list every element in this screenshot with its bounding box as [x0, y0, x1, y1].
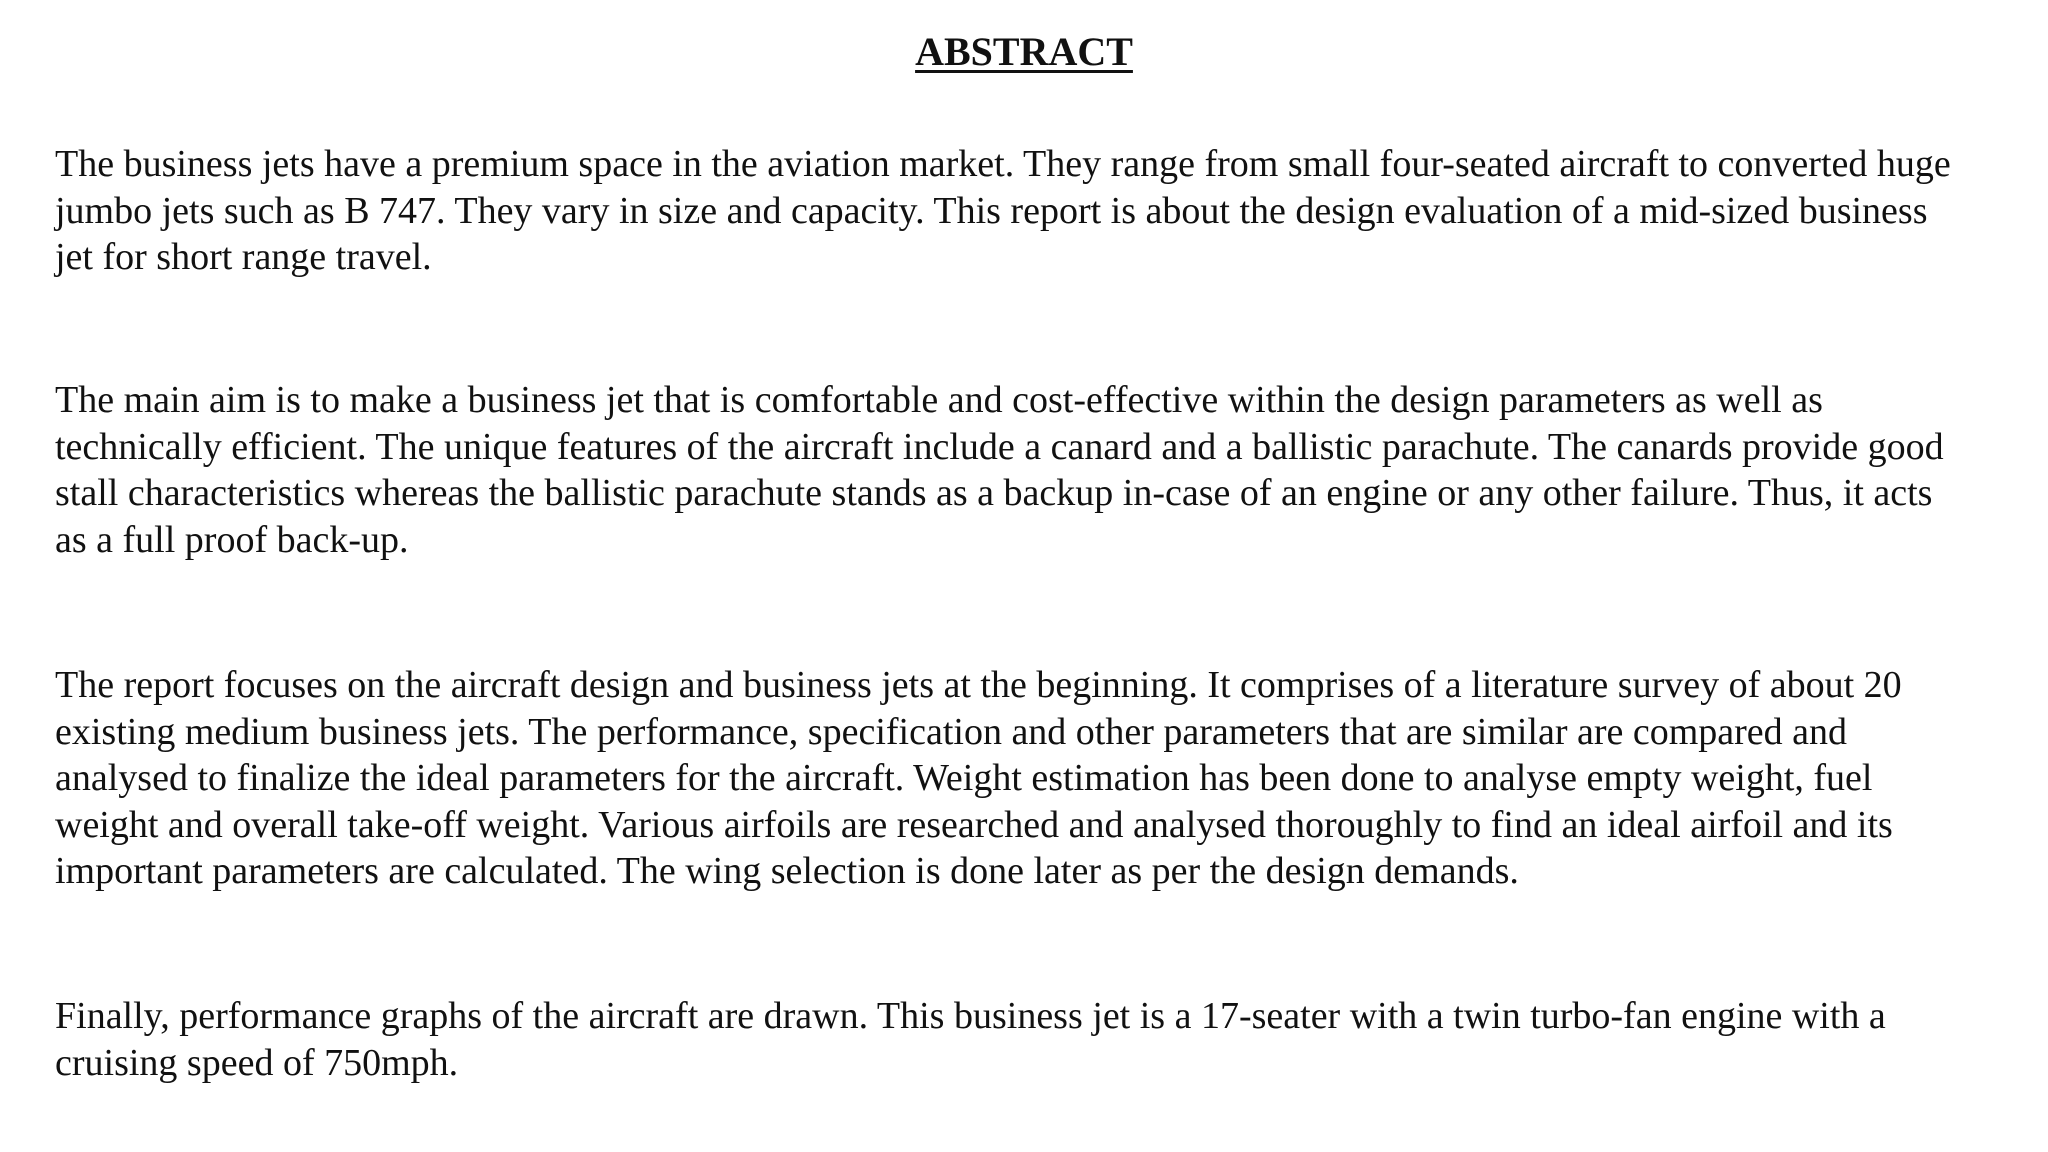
abstract-paragraph-2: [55, 377, 2015, 563]
abstract-paragraph-1: [55, 141, 2015, 281]
paragraph-line: important parameters are calculated. The wing selection is done later as per the design demands.: [55, 850, 1519, 892]
abstract-paragraph-3: [55, 662, 2015, 895]
paragraph-line: cruising speed of 750mph.: [55, 1041, 459, 1084]
paragraph-line: Finally, performance graphs of the aircraft are drawn. This business jet is a 17-seater with a twin turbo-fan engine with a: [55, 995, 1886, 1037]
paragraph-line: jumbo jets such as B 747. They vary in size and capacity. This report is about the design evaluation of a mid-sized business: [55, 189, 1928, 232]
paragraph-line: analysed to finalize the ideal parameters for the aircraft. Weight estimation has been done to analyse empty weight, fuel: [55, 757, 1873, 799]
abstract-paragraph-4: [55, 993, 2015, 1086]
paragraph-line: The main aim is to make a business jet that is comfortable and cost-effective within the design parameters as well as: [55, 379, 1823, 421]
paragraph-line: technically efficient. The unique features of the aircraft include a canard and a ballistic parachute. The canards provide good: [55, 425, 1944, 468]
paragraph-line: stall characteristics whereas the ballistic parachute stands as a backup in-case of an engine or any other failure. Thus, it acts: [55, 472, 1933, 514]
paragraph-line: weight and overall take-off weight. Various airfoils are researched and analysed thoroughly to find an ideal airfoil and its: [55, 803, 1893, 846]
paragraph-line: as a full proof back-up.: [55, 518, 409, 561]
paragraph-line: The report focuses on the aircraft design and business jets at the beginning. It comprises of a literature survey of about 20: [55, 664, 1902, 706]
page-title: ABSTRACT: [915, 29, 1133, 74]
paragraph-line: The business jets have a premium space in the aviation market. They range from small four-seated aircraft to converted huge: [55, 143, 1951, 185]
paragraph-line: jet for short range travel.: [55, 236, 432, 278]
paragraph-line: existing medium business jets. The performance, specification and other parameters that are similar are compared and: [55, 710, 1848, 753]
